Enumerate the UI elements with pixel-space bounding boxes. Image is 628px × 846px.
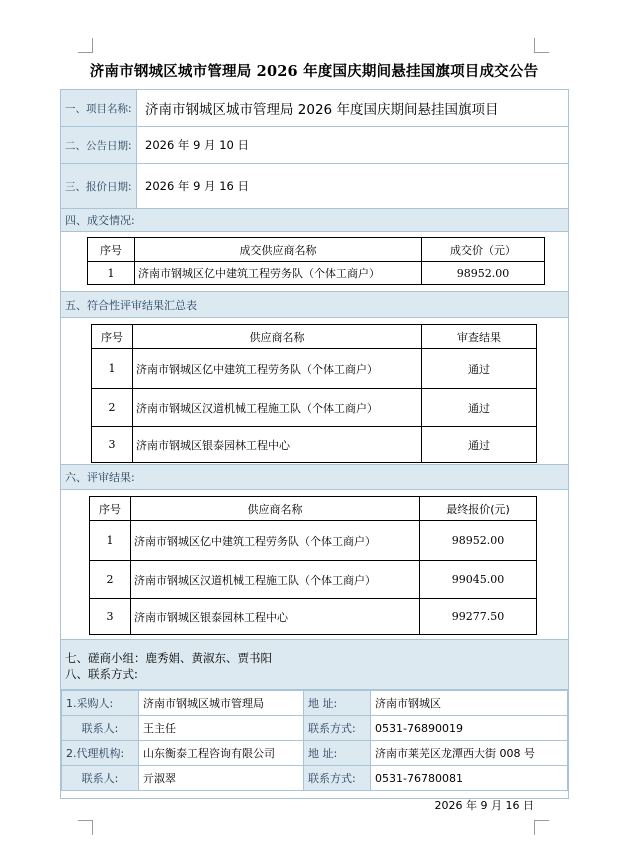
footer-date: 2026 年 9 月 16 日 — [434, 799, 534, 812]
crop-mark-bottom-left — [78, 820, 93, 835]
crop-mark-top-left — [78, 38, 93, 53]
buyer-phone-label: 联系方式: — [304, 716, 371, 741]
review-row-price: 98952.00 — [420, 521, 537, 561]
deal-row-price: 98952.00 — [422, 262, 545, 285]
review-row-name: 济南市钢城区汉道机械工程施工队（个体工商户） — [131, 561, 420, 599]
compliance-header-result: 审查结果 — [422, 325, 537, 349]
quote-date-value: 2026 年 9 月 16 日 — [145, 179, 249, 193]
deal-section — [61, 232, 568, 292]
compliance-row-result: 通过 — [422, 389, 537, 427]
quote-date-row — [61, 164, 568, 209]
contact-heading: 八、联系方式: — [65, 667, 138, 681]
table-row — [92, 349, 537, 389]
review-row-name: 济南市钢城区亿中建筑工程劳务队（个体工商户） — [131, 521, 420, 561]
review-heading: 六、评审结果: — [61, 465, 568, 490]
project-name-label: 一、项目名称: — [61, 90, 137, 126]
agent-person-label: 联系人: — [62, 766, 139, 791]
crop-mark-top-right — [534, 38, 549, 53]
project-name-value: 济南市钢城区城市管理局 2026 年度国庆期间悬挂国旗项目 — [145, 102, 499, 118]
review-row-no: 1 — [90, 521, 131, 561]
compliance-header-name: 供应商名称 — [133, 325, 422, 349]
panel-members: 七、磋商小组：鹿秀娟、黄淑东、贾书阳 — [65, 651, 272, 665]
announce-date-label: 二、公告日期: — [61, 127, 137, 163]
table-row — [92, 389, 537, 427]
table-row — [88, 262, 545, 285]
agent-addr-value: 济南市莱芜区龙潭西大街 008 号 — [371, 741, 568, 766]
buyer-value: 济南市钢城区城市管理局 — [139, 691, 304, 716]
compliance-heading: 五、符合性评审结果汇总表 — [61, 292, 568, 318]
buyer-person-label: 联系人: — [62, 716, 139, 741]
buyer-addr-label: 地 址: — [304, 691, 371, 716]
deal-header-name: 成交供应商名称 — [135, 238, 422, 262]
agent-value: 山东衡泰工程咨询有限公司 — [139, 741, 304, 766]
compliance-header-no: 序号 — [92, 325, 133, 349]
announce-date-row — [61, 127, 568, 164]
review-row-price: 99277.50 — [420, 599, 537, 635]
review-section — [61, 490, 568, 640]
table-row — [92, 427, 537, 463]
agent-label: 2.代理机构: — [62, 741, 139, 766]
document-title: 济南市钢城区城市管理局 2026 年度国庆期间悬挂国旗项目成交公告 — [89, 63, 539, 80]
review-header-price: 最终报价(元) — [420, 497, 537, 521]
buyer-person-value: 王主任 — [139, 716, 304, 741]
review-row-name: 济南市钢城区银泰园林工程中心 — [131, 599, 420, 635]
crop-mark-bottom-right — [534, 820, 549, 835]
compliance-section — [61, 318, 568, 465]
compliance-row-result: 通过 — [422, 427, 537, 463]
agent-addr-label: 地 址: — [304, 741, 371, 766]
review-row-price: 99045.00 — [420, 561, 537, 599]
deal-header-no: 序号 — [88, 238, 135, 262]
panel-section — [61, 640, 568, 690]
deal-row-name: 济南市钢城区亿中建筑工程劳务队（个体工商户） — [135, 262, 422, 285]
deal-header-price: 成交价（元） — [422, 238, 545, 262]
table-row — [90, 561, 537, 599]
compliance-row-name: 济南市钢城区亿中建筑工程劳务队（个体工商户） — [133, 349, 422, 389]
quote-date-label: 三、报价日期: — [61, 164, 137, 208]
compliance-row-no: 1 — [92, 349, 133, 389]
buyer-label: 1.采购人: — [62, 691, 139, 716]
agent-phone-value: 0531-76780081 — [371, 766, 568, 791]
review-row-no: 2 — [90, 561, 131, 599]
announcement-form — [60, 89, 569, 799]
compliance-row-no: 3 — [92, 427, 133, 463]
contact-section — [61, 690, 568, 798]
buyer-phone-value: 0531-76890019 — [371, 716, 568, 741]
review-table — [89, 496, 537, 635]
compliance-row-name: 济南市钢城区汉道机械工程施工队（个体工商户） — [133, 389, 422, 427]
deal-row-no: 1 — [88, 262, 135, 285]
project-name-row — [61, 90, 568, 127]
compliance-row-result: 通过 — [422, 349, 537, 389]
deal-heading: 四、成交情况: — [61, 209, 568, 232]
buyer-addr-value: 济南市钢城区 — [371, 691, 568, 716]
compliance-row-name: 济南市钢城区银泰园林工程中心 — [133, 427, 422, 463]
contact-table — [61, 690, 568, 791]
announce-date-value: 2026 年 9 月 10 日 — [145, 138, 249, 152]
agent-phone-label: 联系方式: — [304, 766, 371, 791]
compliance-table — [91, 324, 537, 463]
deal-table — [87, 237, 545, 285]
review-header-name: 供应商名称 — [131, 497, 420, 521]
compliance-row-no: 2 — [92, 389, 133, 427]
review-row-no: 3 — [90, 599, 131, 635]
table-row — [90, 521, 537, 561]
table-row — [90, 599, 537, 635]
agent-person-value: 亓淑翠 — [139, 766, 304, 791]
review-header-no: 序号 — [90, 497, 131, 521]
